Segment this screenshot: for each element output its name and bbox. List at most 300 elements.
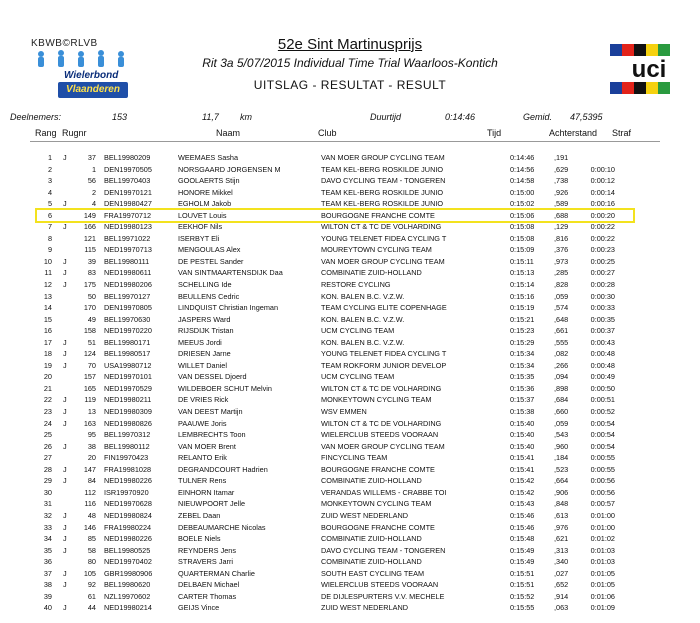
row-code: NED19980211 bbox=[104, 395, 152, 405]
row-club: BOURGOGNE FRANCHE COMTE bbox=[321, 210, 435, 220]
row-tijd: 0:14:56 bbox=[510, 164, 535, 174]
row-achterstand: 0:01:03 bbox=[590, 545, 615, 555]
row-tijd: 0:15:41 bbox=[510, 453, 535, 463]
row-club: WIELERCLUB STEEDS VOORAAN bbox=[321, 580, 439, 590]
row-junior: J bbox=[63, 522, 67, 532]
row-rang: 25 bbox=[43, 430, 52, 440]
row-ms: ,621 bbox=[554, 534, 569, 544]
row-tijd: 0:15:43 bbox=[510, 499, 535, 509]
row-rang: 20 bbox=[43, 372, 52, 382]
row-ms: ,129 bbox=[554, 222, 569, 232]
table-row bbox=[0, 279, 700, 291]
duurtijd-label: Duurtijd bbox=[370, 112, 402, 122]
row-ms: ,191 bbox=[554, 153, 569, 162]
row-club: BOURGOGNE FRANCHE COMTE bbox=[321, 522, 435, 532]
row-naam: JASPERS Ward bbox=[178, 314, 231, 324]
row-club: VERANDAS WILLEMS - CRABBE TOI bbox=[321, 487, 447, 497]
row-club: VAN MOER GROUP CYCLING TEAM bbox=[321, 256, 445, 266]
row-ms: ,661 bbox=[554, 326, 569, 336]
row-rang: 28 bbox=[43, 464, 52, 474]
row-achterstand: 0:00:27 bbox=[590, 268, 615, 278]
row-naam: MEEUS Jordi bbox=[178, 337, 222, 347]
table-row bbox=[0, 337, 700, 349]
row-junior: J bbox=[63, 256, 67, 266]
row-rugnr: 92 bbox=[87, 580, 96, 590]
row-achterstand: 0:00:22 bbox=[590, 222, 615, 232]
row-tijd: 0:15:37 bbox=[510, 395, 535, 405]
row-ms: ,652 bbox=[554, 580, 569, 590]
row-code: DEN19970505 bbox=[104, 164, 152, 174]
col-achterstand: Achterstand bbox=[549, 128, 598, 138]
row-rugnr: 48 bbox=[87, 510, 96, 520]
row-rugnr: 39 bbox=[87, 256, 96, 266]
row-rugnr: 58 bbox=[87, 545, 96, 555]
row-rang: 8 bbox=[47, 233, 52, 243]
table-row bbox=[0, 510, 700, 522]
row-achterstand: 0:00:56 bbox=[590, 476, 615, 486]
row-achterstand: 0:00:20 bbox=[590, 210, 615, 220]
row-junior: J bbox=[63, 568, 67, 578]
row-naam: DE VRIES Rick bbox=[178, 395, 229, 405]
table-row bbox=[0, 394, 700, 406]
row-ms: ,523 bbox=[554, 464, 569, 474]
row-rugnr: 61 bbox=[87, 591, 96, 601]
distance-value: 11,7 bbox=[202, 112, 219, 122]
row-code: BEL19970403 bbox=[104, 176, 151, 186]
row-junior: J bbox=[63, 441, 67, 451]
row-rugnr: 49 bbox=[87, 314, 96, 324]
row-junior: J bbox=[63, 360, 67, 370]
row-ms: ,684 bbox=[554, 395, 569, 405]
row-achterstand: 0:00:43 bbox=[590, 337, 615, 347]
row-junior: J bbox=[63, 199, 67, 209]
row-tijd: 0:15:49 bbox=[510, 557, 535, 567]
row-junior: J bbox=[63, 534, 67, 544]
row-rugnr: 163 bbox=[83, 418, 96, 428]
row-code: NED19970220 bbox=[104, 326, 152, 336]
row-rugnr: 147 bbox=[83, 464, 96, 474]
row-achterstand: 0:00:14 bbox=[590, 187, 615, 197]
row-club: ZUID WEST NEDERLAND bbox=[321, 510, 409, 520]
row-code: USA19980712 bbox=[104, 360, 152, 370]
row-club: KON. BALEN B.C. V.Z.W. bbox=[321, 314, 405, 324]
row-tijd: 0:15:46 bbox=[510, 522, 535, 532]
row-rang: 31 bbox=[43, 499, 52, 509]
row-rugnr: 95 bbox=[87, 430, 96, 440]
row-naam: VAN SINTMAARTENSDIJK Daa bbox=[178, 268, 283, 278]
row-achterstand: 0:01:00 bbox=[590, 522, 615, 532]
race-title: 52e Sint Martinusprijs bbox=[277, 36, 423, 53]
table-row bbox=[0, 441, 700, 453]
table-row bbox=[0, 487, 700, 499]
row-ms: ,027 bbox=[554, 568, 569, 578]
row-rugnr: 1 bbox=[91, 164, 96, 174]
row-tijd: 0:15:23 bbox=[510, 326, 535, 336]
table-row bbox=[0, 464, 700, 476]
row-code: ISR19970920 bbox=[104, 487, 149, 497]
row-club: ZUID WEST NEDERLAND bbox=[321, 603, 409, 613]
row-code: NZL19970602 bbox=[104, 591, 151, 601]
row-tijd: 0:15:49 bbox=[510, 545, 535, 555]
row-tijd: 0:15:42 bbox=[510, 487, 535, 497]
row-rang: 38 bbox=[43, 580, 52, 590]
row-naam: EGHOLM Jakob bbox=[178, 199, 232, 209]
row-ms: ,266 bbox=[554, 360, 569, 370]
row-rang: 6 bbox=[47, 210, 52, 220]
table-row bbox=[0, 591, 700, 603]
row-ms: ,816 bbox=[554, 233, 569, 243]
row-code: DEN19980427 bbox=[104, 199, 152, 209]
row-code: FRA19980224 bbox=[104, 522, 152, 532]
row-junior: J bbox=[63, 418, 67, 428]
row-rang: 37 bbox=[43, 568, 52, 578]
row-club: VAN MOER GROUP CYCLING TEAM bbox=[321, 441, 445, 451]
row-code: FRA19970712 bbox=[104, 210, 152, 220]
row-naam: GOOLAERTS Stijn bbox=[178, 176, 240, 186]
row-rugnr: 37 bbox=[87, 153, 96, 162]
row-naam: DELBAEN Michael bbox=[178, 580, 240, 590]
row-naam: DEBEAUMARCHE Nicolas bbox=[178, 522, 266, 532]
table-row bbox=[0, 371, 700, 383]
row-tijd: 0:15:21 bbox=[510, 314, 535, 324]
row-ms: ,376 bbox=[554, 245, 569, 255]
row-rugnr: 170 bbox=[83, 303, 96, 313]
row-tijd: 0:15:06 bbox=[510, 210, 535, 220]
row-rang: 3 bbox=[47, 176, 52, 186]
row-achterstand: 0:01:05 bbox=[590, 580, 615, 590]
row-tijd: 0:15:11 bbox=[510, 256, 534, 266]
row-ms: ,664 bbox=[554, 476, 569, 486]
row-tijd: 0:15:13 bbox=[510, 268, 535, 278]
row-rugnr: 13 bbox=[87, 407, 96, 417]
row-tijd: 0:15:52 bbox=[510, 591, 535, 601]
row-rang: 21 bbox=[43, 383, 52, 393]
row-junior: J bbox=[63, 464, 67, 474]
row-junior: J bbox=[63, 603, 67, 613]
row-naam: WILDEBOER SCHUT Melvin bbox=[178, 383, 272, 393]
row-rang: 17 bbox=[43, 337, 52, 347]
row-club: YOUNG TELENET FIDEA CYCLING T bbox=[321, 233, 447, 243]
row-rugnr: 51 bbox=[87, 337, 96, 347]
row-rugnr: 83 bbox=[87, 268, 96, 278]
row-club: COMBINATIE ZUID-HOLLAND bbox=[321, 557, 422, 567]
table-row bbox=[0, 221, 700, 233]
row-code: BEL19980171 bbox=[104, 337, 151, 347]
row-naam: NIEUWPOORT Jelle bbox=[178, 499, 246, 509]
row-rugnr: 50 bbox=[87, 291, 96, 301]
table-row bbox=[0, 406, 700, 418]
row-junior: J bbox=[63, 349, 67, 359]
row-ms: ,960 bbox=[554, 441, 569, 451]
row-naam: ISERBYT Eli bbox=[178, 233, 220, 243]
row-code: NED19980824 bbox=[104, 510, 152, 520]
row-rugnr: 165 bbox=[83, 383, 96, 393]
row-club: MOUREYTOWN CYCLING TEAM bbox=[321, 245, 432, 255]
row-tijd: 0:15:19 bbox=[510, 303, 535, 313]
row-naam: PAAUWE Joris bbox=[178, 418, 227, 428]
row-naam: WEEMAES Sasha bbox=[178, 153, 239, 162]
row-club: WILTON CT & TC DE VOLHARDING bbox=[321, 418, 442, 428]
row-code: BEL19970312 bbox=[104, 430, 151, 440]
row-achterstand: 0:00:28 bbox=[590, 280, 615, 290]
row-rugnr: 112 bbox=[84, 487, 96, 497]
table-row bbox=[0, 522, 700, 534]
row-naam: DEGRANDCOURT Hadrien bbox=[178, 464, 268, 474]
row-achterstand: 0:00:54 bbox=[590, 430, 615, 440]
row-rang: 18 bbox=[43, 349, 52, 359]
row-achterstand: 0:01:09 bbox=[590, 603, 615, 613]
row-junior: J bbox=[63, 222, 67, 232]
row-rang: 15 bbox=[43, 314, 52, 324]
row-rang: 26 bbox=[43, 441, 52, 451]
race-subtitle: Rit 3a 5/07/2015 Individual Time Trial Waarloos-Kontich bbox=[202, 56, 498, 70]
row-tijd: 0:15:48 bbox=[510, 534, 535, 544]
row-naam: DRIESEN Jarne bbox=[178, 349, 231, 359]
row-tijd: 0:15:00 bbox=[510, 187, 535, 197]
row-rugnr: 149 bbox=[83, 210, 96, 220]
row-junior: J bbox=[63, 545, 67, 555]
table-row bbox=[0, 568, 700, 580]
row-tijd: 0:15:16 bbox=[510, 291, 535, 301]
row-tijd: 0:15:41 bbox=[510, 464, 535, 474]
col-straf: Straf bbox=[612, 128, 632, 138]
wielerbond-logo bbox=[58, 70, 130, 102]
row-achterstand: 0:01:03 bbox=[590, 557, 615, 567]
row-rang: 5 bbox=[47, 199, 52, 209]
row-tijd: 0:15:36 bbox=[510, 383, 535, 393]
row-rang: 24 bbox=[43, 418, 52, 428]
row-ms: ,059 bbox=[554, 291, 569, 301]
row-code: FIN19970423 bbox=[104, 453, 149, 463]
row-club: TEAM KEL-BERG ROSKILDE JUNIO bbox=[321, 199, 444, 209]
row-code: NED19980226 bbox=[104, 476, 152, 486]
row-rang: 29 bbox=[43, 476, 52, 486]
row-club: BOURGOGNE FRANCHE COMTE bbox=[321, 464, 435, 474]
row-achterstand: 0:00:51 bbox=[590, 395, 615, 405]
row-junior: J bbox=[63, 153, 67, 162]
row-club: RESTORE CYCLING bbox=[321, 280, 391, 290]
table-row bbox=[0, 291, 700, 303]
row-naam: VAN DESSEL Djoerd bbox=[178, 372, 247, 382]
row-achterstand: 0:01:00 bbox=[590, 510, 615, 520]
row-club: DAVO CYCLING TEAM - TONGEREN bbox=[321, 176, 446, 186]
row-rugnr: 38 bbox=[87, 441, 96, 451]
duurtijd-value: 0:14:46 bbox=[445, 112, 476, 122]
row-club: SOUTH EAST CYCLING TEAM bbox=[321, 568, 425, 578]
row-tijd: 0:15:51 bbox=[510, 580, 535, 590]
row-ms: ,285 bbox=[554, 268, 569, 278]
row-naam: BOELE Niels bbox=[178, 534, 221, 544]
row-naam: LEMBRECHTS Toon bbox=[178, 430, 246, 440]
row-club: TEAM ROKFORM JUNIOR DEVELOP bbox=[321, 360, 447, 370]
table-row bbox=[0, 175, 700, 187]
row-ms: ,973 bbox=[554, 256, 569, 266]
row-rugnr: 121 bbox=[83, 233, 96, 243]
header-divider bbox=[30, 141, 660, 142]
col-rang: Rang bbox=[35, 128, 57, 138]
row-achterstand: 0:00:33 bbox=[590, 303, 615, 313]
row-ms: ,082 bbox=[554, 349, 569, 359]
table-row bbox=[0, 452, 700, 464]
row-rugnr: 115 bbox=[84, 245, 96, 255]
row-tijd: 0:15:40 bbox=[510, 441, 535, 451]
row-code: NED19970713 bbox=[104, 245, 152, 255]
row-rang: 4 bbox=[47, 187, 52, 197]
row-code: BEL19980111 bbox=[104, 256, 150, 266]
row-rang: 10 bbox=[43, 256, 52, 266]
row-junior: J bbox=[63, 476, 67, 486]
row-code: BEL19971022 bbox=[104, 233, 151, 243]
deelnemers-label: Deelnemers: bbox=[10, 112, 62, 122]
row-naam: TULNER Rens bbox=[178, 476, 227, 486]
row-rugnr: 116 bbox=[84, 499, 96, 509]
row-code: BEL19980620 bbox=[104, 580, 151, 590]
row-rang: 33 bbox=[43, 522, 52, 532]
row-tijd: 0:15:09 bbox=[510, 245, 535, 255]
row-ms: ,898 bbox=[554, 383, 569, 393]
row-achterstand: 0:00:25 bbox=[590, 256, 615, 266]
row-rugnr: 119 bbox=[84, 395, 96, 405]
row-rang: 36 bbox=[43, 557, 52, 567]
row-club: TEAM KEL-BERG ROSKILDE JUNIO bbox=[321, 164, 444, 174]
row-club: UCM CYCLING TEAM bbox=[321, 326, 395, 336]
row-code: NED19970101 bbox=[104, 372, 152, 382]
row-tijd: 0:14:46 bbox=[510, 153, 535, 162]
row-club: COMBINATIE ZUID-HOLLAND bbox=[321, 268, 422, 278]
row-naam: MENGOULAS Alex bbox=[178, 245, 241, 255]
row-tijd: 0:15:35 bbox=[510, 372, 535, 382]
row-rang: 11 bbox=[44, 268, 52, 278]
row-ms: ,063 bbox=[554, 603, 569, 613]
uci-logo-icon bbox=[608, 42, 690, 96]
row-club: WIELERCLUB STEEDS VOORAAN bbox=[321, 430, 439, 440]
row-ms: ,340 bbox=[554, 557, 569, 567]
row-naam: EEKHOF Nils bbox=[178, 222, 223, 232]
row-junior: J bbox=[63, 337, 67, 347]
row-code: FRA19981028 bbox=[104, 464, 152, 474]
row-achterstand: 0:00:50 bbox=[590, 383, 615, 393]
row-tijd: 0:15:14 bbox=[510, 280, 535, 290]
row-rugnr: 56 bbox=[87, 176, 96, 186]
row-tijd: 0:15:08 bbox=[510, 233, 535, 243]
row-rugnr: 4 bbox=[91, 199, 96, 209]
table-row bbox=[0, 498, 700, 510]
row-naam: GEIJS Vince bbox=[178, 603, 220, 613]
row-rang: 2 bbox=[47, 164, 52, 174]
row-tijd: 0:15:08 bbox=[510, 222, 535, 232]
row-ms: ,313 bbox=[554, 545, 569, 555]
row-ms: ,976 bbox=[554, 522, 569, 532]
row-club: YOUNG TELENET FIDEA CYCLING T bbox=[321, 349, 447, 359]
row-rang: 12 bbox=[43, 280, 52, 290]
row-achterstand: 0:00:16 bbox=[590, 199, 615, 209]
row-achterstand: 0:00:22 bbox=[590, 233, 615, 243]
row-tijd: 0:15:55 bbox=[510, 603, 535, 613]
row-naam: SCHELLING Ide bbox=[178, 280, 232, 290]
row-code: NED19980611 bbox=[104, 268, 152, 278]
row-junior: J bbox=[63, 510, 67, 520]
row-ms: ,629 bbox=[554, 164, 569, 174]
row-rugnr: 20 bbox=[87, 453, 96, 463]
row-rang: 34 bbox=[43, 534, 52, 544]
row-rugnr: 2 bbox=[91, 187, 96, 197]
col-club: Club bbox=[318, 128, 337, 138]
highlight-box bbox=[35, 208, 635, 223]
row-ms: ,688 bbox=[554, 210, 569, 220]
row-achterstand: 0:00:48 bbox=[590, 360, 615, 370]
row-rang: 27 bbox=[43, 453, 52, 463]
row-club: VAN MOER GROUP CYCLING TEAM bbox=[321, 153, 445, 162]
table-row bbox=[0, 244, 700, 256]
row-rang: 19 bbox=[43, 360, 52, 370]
row-rang: 1 bbox=[47, 153, 52, 162]
row-ms: ,184 bbox=[554, 453, 569, 463]
row-rugnr: 175 bbox=[83, 280, 96, 290]
row-achterstand: 0:00:54 bbox=[590, 418, 615, 428]
row-naam: DE PESTEL Sander bbox=[178, 256, 244, 266]
row-ms: ,828 bbox=[554, 280, 569, 290]
row-rang: 40 bbox=[43, 603, 52, 613]
row-rugnr: 158 bbox=[83, 326, 96, 336]
row-rugnr: 105 bbox=[83, 568, 96, 578]
row-junior: J bbox=[63, 280, 67, 290]
row-achterstand: 0:00:57 bbox=[590, 499, 615, 509]
federation-logo-text: KBWB©RLVB bbox=[31, 38, 98, 49]
row-club: COMBINATIE ZUID-HOLLAND bbox=[321, 534, 422, 544]
row-achterstand: 0:00:54 bbox=[590, 441, 615, 451]
table-row bbox=[0, 556, 700, 568]
row-code: DEN19970121 bbox=[104, 187, 152, 197]
row-naam: NORSGAARD JORGENSEN M bbox=[178, 164, 281, 174]
row-rugnr: 166 bbox=[83, 222, 96, 232]
row-rang: 13 bbox=[43, 291, 52, 301]
table-row bbox=[0, 429, 700, 441]
row-naam: LOUVET Louis bbox=[178, 210, 227, 220]
row-ms: ,660 bbox=[554, 407, 569, 417]
row-achterstand: 0:00:55 bbox=[590, 453, 615, 463]
row-rang: 23 bbox=[43, 407, 52, 417]
row-naam: VAN MOER Brent bbox=[178, 441, 236, 451]
distance-unit: km bbox=[240, 112, 252, 122]
row-code: BEL19970127 bbox=[104, 291, 151, 301]
row-rang: 16 bbox=[43, 326, 52, 336]
row-naam: RIJSDIJK Tristan bbox=[178, 326, 234, 336]
row-achterstand: 0:01:06 bbox=[590, 591, 615, 601]
cyclists-logo-icon bbox=[33, 48, 133, 70]
row-code: NED19980214 bbox=[104, 603, 152, 613]
col-tijd: Tijd bbox=[487, 128, 502, 138]
row-achterstand: 0:00:10 bbox=[590, 164, 615, 174]
row-rugnr: 157 bbox=[83, 372, 96, 382]
row-ms: ,613 bbox=[554, 510, 569, 520]
row-achterstand: 0:00:56 bbox=[590, 487, 615, 497]
row-naam: BEULLENS Cedric bbox=[178, 291, 240, 301]
row-junior: J bbox=[63, 268, 67, 278]
row-ms: ,648 bbox=[554, 314, 569, 324]
table-row bbox=[0, 533, 700, 545]
row-achterstand: 0:01:05 bbox=[590, 568, 615, 578]
row-achterstand: 0:00:52 bbox=[590, 407, 615, 417]
row-tijd: 0:15:38 bbox=[510, 407, 535, 417]
row-achterstand: 0:00:23 bbox=[590, 245, 615, 255]
table-row bbox=[0, 267, 700, 279]
row-ms: ,914 bbox=[554, 591, 569, 601]
row-club: MONKEYTOWN CYCLING TEAM bbox=[321, 499, 432, 509]
table-row bbox=[0, 418, 700, 430]
row-rugnr: 84 bbox=[87, 476, 96, 486]
row-tijd: 0:15:46 bbox=[510, 510, 535, 520]
row-club: DE DIJLESPURTERS V.V. MECHELE bbox=[321, 591, 445, 601]
